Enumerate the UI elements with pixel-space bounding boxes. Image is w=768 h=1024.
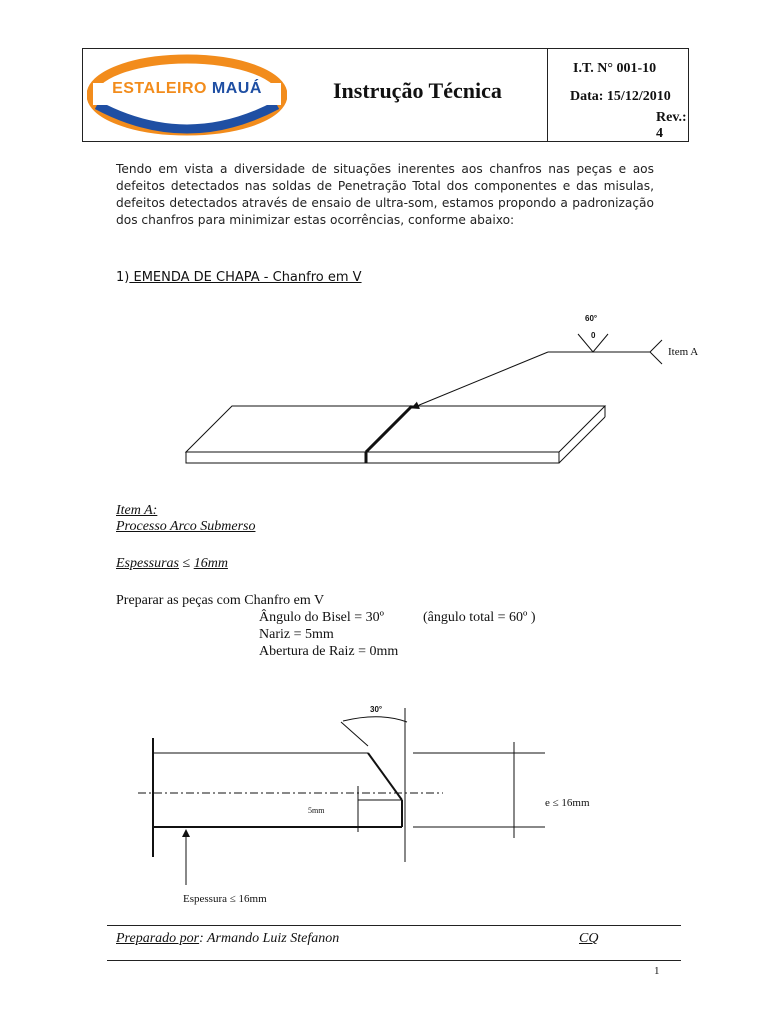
prep-bevel-angle: Ângulo do Bisel = 30º — [259, 610, 385, 625]
department: CQ — [579, 931, 599, 946]
revision: Rev.: 4 — [656, 110, 687, 141]
thickness-arrow-label: Espessura ≤ 16mm — [183, 893, 267, 905]
section-number: 1) — [116, 270, 130, 285]
footer-bottom-rule — [107, 960, 681, 961]
detail-nose-label: 5mm — [308, 806, 325, 815]
document-title: Instrução Técnica — [333, 78, 502, 103]
weld-symbol — [412, 334, 662, 408]
it-number: I.T. N° 001-10 — [573, 61, 657, 76]
weld-angle-label: 60° — [585, 314, 598, 323]
detail-thickness-label: e ≤ 16mm — [545, 797, 590, 809]
footer-top-rule — [107, 925, 681, 926]
prepared-by — [116, 931, 339, 947]
process-name: Processo Arco Submerso — [116, 519, 256, 534]
detail-angle-label: 30° — [370, 705, 383, 714]
item-a-heading: Item A: — [116, 503, 158, 518]
thickness-value: 16mm — [193, 556, 228, 571]
prep-nose: Nariz = 5mm — [259, 627, 334, 642]
weld-gap-label: 0 — [591, 331, 596, 340]
section-detail — [138, 708, 545, 885]
prepared-label: Preparado por — [116, 931, 200, 946]
document-date: Data: 15/12/2010 — [570, 89, 671, 104]
logo-word-estaleiro: ESTALEIRO — [112, 80, 207, 97]
prep-total-angle: (ângulo total = 60º ) — [423, 610, 536, 625]
logo-word-maua: MAUÁ — [211, 80, 262, 97]
section-heading: EMENDA DE CHAPA - Chanfro em V — [129, 270, 362, 285]
thickness-spec — [116, 556, 228, 572]
thickness-label: Espessuras — [116, 556, 180, 571]
prep-root-opening: Abertura de Raiz = 0mm — [259, 644, 399, 659]
intro-paragraph: Tendo em vista a diversidade de situações inerentes aos chanfros nas peças e aos defeitos detectados nas soldas de Penetração Total dos componentes e das misulas, defeitos detectados através de ensaio de ultra-som, estamos propondo a padronização dos chanfros para minimizar estas ocorrências, conforme abaixo: — [116, 162, 654, 227]
prep-line-1: Preparar as peças com Chanfro em V — [116, 593, 325, 608]
page-number: 1 — [654, 965, 660, 977]
thickness-sign: ≤ — [182, 556, 191, 571]
prepared-name: : Armando Luiz Stefanon — [199, 931, 340, 946]
plate-drawing — [186, 406, 605, 463]
item-a-callout: Item A — [668, 346, 699, 358]
